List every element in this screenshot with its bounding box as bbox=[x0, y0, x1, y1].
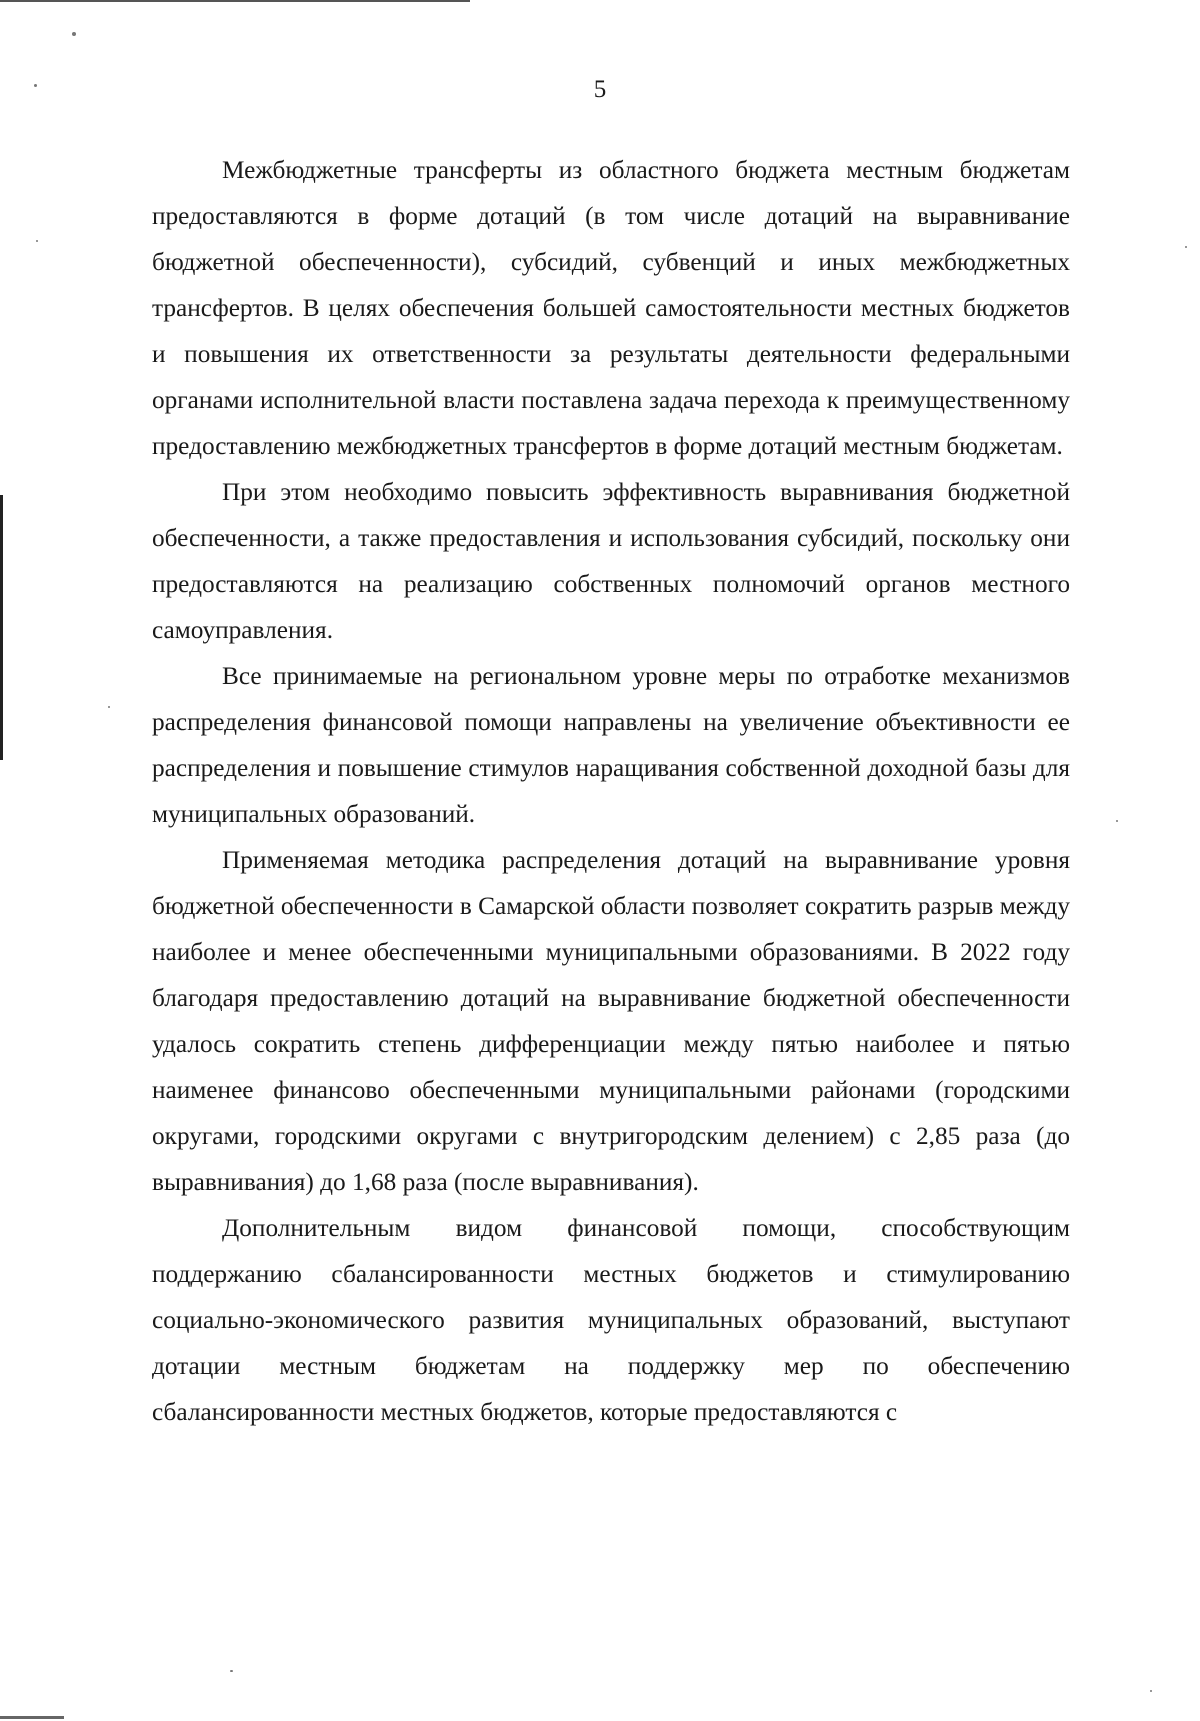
scan-edge-line bbox=[0, 0, 470, 2]
scan-speck bbox=[1150, 1690, 1152, 1692]
paragraph-regional-measures: Все принимаемые на региональном уровне меры по отработке механизмов распределения финансовой помощи направлены на увеличение объективности ее распределения и повышение стимулов наращивания собственной доходной базы для муниципальных образований. bbox=[152, 662, 1070, 828]
scan-edge-mark bbox=[0, 1716, 64, 1719]
scan-speck bbox=[36, 240, 38, 242]
scan-edge-bar bbox=[0, 495, 3, 760]
scan-speck bbox=[108, 706, 110, 708]
scan-speck bbox=[1116, 820, 1118, 822]
paragraph-methodology: Применяемая методика распределения дотаций на выравнивание уровня бюджетной обеспеченности в Самарской области позволяет сократить разрыв между наиболее и менее обеспеченными муниципальными образованиями. В 2022 году благодаря предоставлению дотаций на выравнивание бюджетной обеспеченности удалось сократить степень дифференциации между пятью наиболее и пятью наименее финансово обеспеченными муниципальными районами (городскими округами, городскими округами с внутригородским делением) с 2,85 раза (до выравнивания) до 1,68 раза (после выравнивания). bbox=[152, 846, 1070, 1196]
paragraph-intergovernmental-transfers: Межбюджетные трансферты из областного бюджета местным бюджетам предоставляются в форме дотаций (в том числе дотаций на выравнивание бюджетной обеспеченности), субсидий, субвенций и иных межбюджетных трансфертов. В целях обеспечения большей самостоятельности местных бюджетов и повышения их ответственности за результаты деятельности федеральными органами исполнительной власти поставлена задача перехода к преимущественному предоставлению межбюджетных трансфертов в форме дотаций местным бюджетам. bbox=[152, 156, 1070, 460]
paragraph-efficiency: При этом необходимо повысить эффективность выравнивания бюджетной обеспеченности, а также предоставления и использования субсидий, поскольку они предоставляются на реализацию собственных полномочий органов местного самоуправления. bbox=[152, 478, 1070, 644]
page-number: 5 bbox=[593, 76, 607, 103]
document-body bbox=[152, 147, 1070, 1435]
scan-speck bbox=[72, 32, 76, 36]
scan-speck bbox=[1185, 246, 1187, 248]
paragraph-additional-assistance: Дополнительным видом финансовой помощи, способствующим поддержанию сбалансированности местных бюджетов и стимулированию социально-экономического развития муниципальных образований, выступают дотации местным бюджетам на поддержку мер по обеспечению сбалансированности местных бюджетов, которые предоставляются с bbox=[152, 1214, 1070, 1426]
scan-speck bbox=[230, 1670, 233, 1672]
